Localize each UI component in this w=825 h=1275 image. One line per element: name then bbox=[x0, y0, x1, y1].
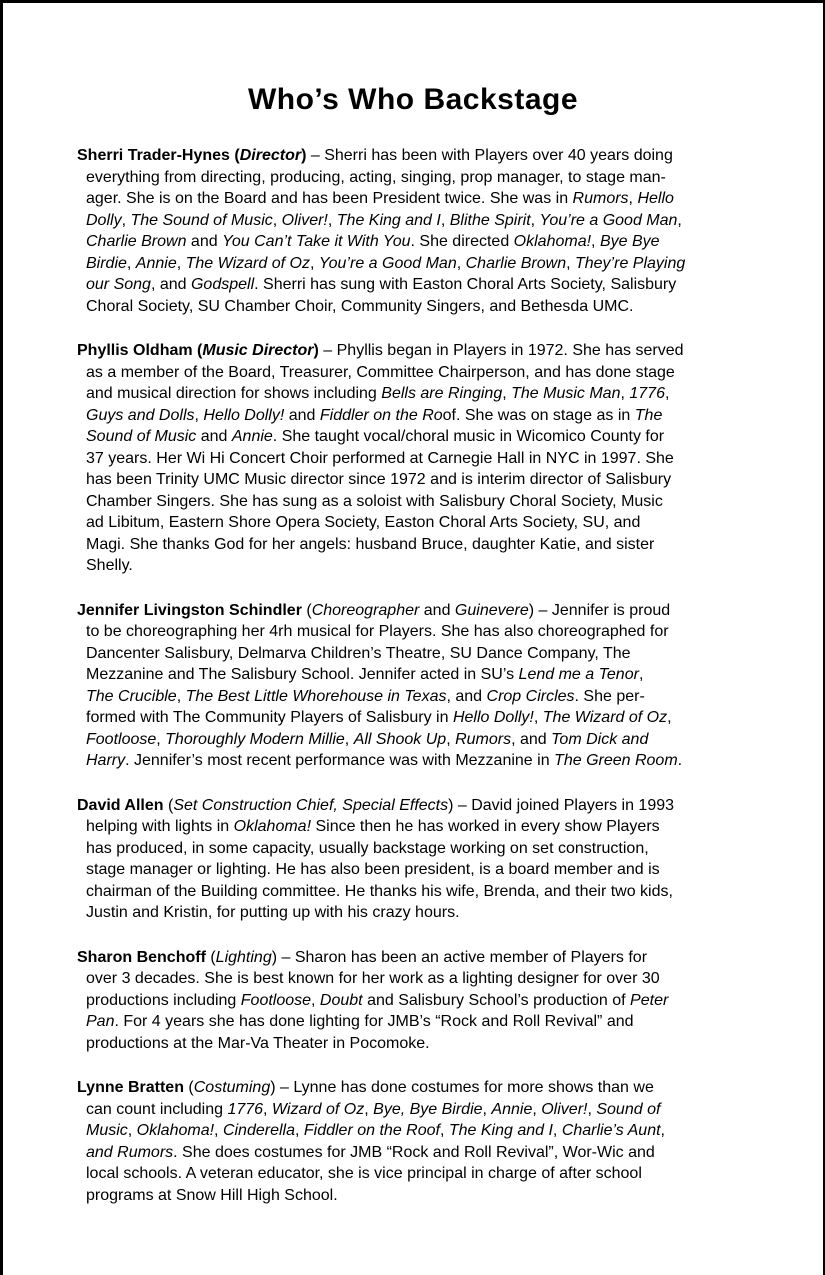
bio-line bbox=[77, 426, 785, 448]
text-segment: ) bbox=[313, 342, 319, 359]
text-segment: , bbox=[440, 211, 450, 229]
text-segment: of. She was on stage as in bbox=[442, 406, 635, 424]
text-segment: Phyllis Oldham ( bbox=[77, 342, 203, 359]
text-segment: Oklahoma! bbox=[233, 818, 312, 835]
bio-line bbox=[77, 188, 785, 210]
text-segment: Bye Bye bbox=[599, 233, 660, 250]
text-segment: , bbox=[667, 709, 672, 726]
bio-line bbox=[77, 512, 785, 534]
text-segment: Oliver! bbox=[541, 1100, 588, 1118]
text-segment: Justin and Kristin, for putting up with his crazy hours. bbox=[86, 904, 460, 921]
text-segment: helping with lights in bbox=[86, 818, 234, 835]
text-segment: Sound of bbox=[596, 1100, 661, 1118]
bio-line bbox=[77, 1099, 785, 1121]
text-segment: Mezzanine and The Salisbury School. Jennifer acted in SU’s bbox=[86, 666, 519, 683]
text-segment: Since then he has worked in every show Players bbox=[311, 818, 660, 835]
text-segment: Footloose bbox=[86, 730, 157, 748]
bio-line-name bbox=[77, 1077, 785, 1099]
bio-line bbox=[77, 664, 785, 686]
text-segment: Bells are Ringing bbox=[381, 385, 503, 402]
bio-paragraph bbox=[77, 340, 785, 577]
text-segment: and musical direction for shows including bbox=[86, 385, 382, 402]
text-segment: , bbox=[677, 211, 682, 229]
bio-line bbox=[77, 1163, 785, 1185]
text-segment: , bbox=[439, 1122, 449, 1139]
text-segment: Choral Society, SU Chamber Choir, Community Singers, and Bethesda UMC. bbox=[86, 297, 634, 315]
text-segment: David Allen bbox=[77, 796, 168, 814]
text-segment: Music bbox=[86, 1122, 128, 1139]
text-segment: 1776 bbox=[227, 1100, 264, 1118]
bio-line bbox=[77, 210, 785, 232]
text-segment: You’re a Good Man bbox=[318, 254, 457, 272]
text-segment: Godspell bbox=[190, 276, 255, 293]
text-segment: Guys and Dolls bbox=[86, 406, 195, 424]
text-segment: You’re a Good Man bbox=[539, 211, 678, 229]
text-segment: ager. She is on the Board and has been President twice. She was in bbox=[86, 190, 573, 207]
bio-paragraph bbox=[77, 947, 785, 1055]
text-segment: , bbox=[532, 1100, 542, 1118]
text-segment: Jennifer Livingston Schindler bbox=[77, 601, 307, 619]
text-segment: , bbox=[194, 406, 204, 424]
bio-line-name bbox=[77, 600, 785, 622]
text-segment: Fiddler on the Roof bbox=[303, 1122, 440, 1139]
text-segment: and Rumors bbox=[86, 1143, 174, 1161]
text-segment: Fiddler on the Ro bbox=[319, 406, 443, 424]
text-segment: – Phyllis began in Players in 1972. She has served bbox=[318, 342, 684, 359]
text-segment: Oliver! bbox=[281, 211, 328, 229]
bio-line bbox=[77, 469, 785, 491]
bio-line bbox=[77, 167, 785, 189]
bio-line bbox=[77, 1185, 785, 1207]
bio-line bbox=[77, 707, 785, 729]
text-segment: The Best Little Whorehouse in Texas bbox=[185, 687, 447, 705]
text-segment: ) – David joined Players in 1993 bbox=[448, 796, 675, 814]
text-segment: The Sound of Music bbox=[130, 211, 273, 229]
bio-line bbox=[77, 1142, 785, 1164]
text-segment: Lynne Bratten bbox=[77, 1079, 189, 1096]
text-segment: . She taught vocal/choral music in Wicomico County for bbox=[272, 428, 665, 445]
bio-line bbox=[77, 816, 785, 838]
text-segment: The Music Man bbox=[511, 385, 621, 402]
text-segment: Oklahoma! bbox=[136, 1122, 215, 1139]
text-segment: The Crucible bbox=[86, 687, 177, 705]
text-segment: , and bbox=[446, 687, 487, 705]
text-segment: , bbox=[664, 385, 670, 402]
text-segment: to be choreographing her 4rh musical for Players. She has also choreographed for bbox=[86, 623, 669, 640]
text-segment: . For 4 years she has done lighting for JMB’s “Rock and Roll Revival” and bbox=[114, 1013, 634, 1030]
text-segment: Thoroughly Modern Millie bbox=[165, 730, 345, 748]
text-segment: Dolly bbox=[86, 211, 122, 229]
text-segment: everything from directing, producing, acting, singing, prop manager, to stage man- bbox=[86, 168, 666, 186]
text-segment: , bbox=[456, 254, 466, 272]
text-segment: can count including bbox=[86, 1100, 228, 1118]
text-segment: , bbox=[502, 385, 512, 402]
bio-line bbox=[77, 729, 785, 751]
bio-line bbox=[77, 1033, 785, 1055]
text-segment: , bbox=[309, 254, 319, 272]
text-segment: Guinevere bbox=[454, 601, 529, 619]
text-segment: Hello bbox=[637, 190, 674, 207]
text-segment: ) – Jennifer is proud bbox=[528, 601, 671, 619]
text-segment: Wizard of Oz bbox=[271, 1100, 365, 1118]
text-segment: ( bbox=[306, 601, 312, 619]
text-segment: , bbox=[176, 687, 186, 705]
bio-line bbox=[77, 1011, 785, 1033]
text-segment: . She directed bbox=[410, 233, 514, 250]
text-segment: , bbox=[628, 190, 638, 207]
text-segment: , bbox=[214, 1122, 223, 1139]
text-segment: 1776 bbox=[629, 385, 665, 402]
text-segment: , bbox=[364, 1100, 374, 1118]
text-segment: They’re Playing bbox=[574, 254, 686, 272]
text-segment: ( bbox=[188, 1079, 194, 1096]
text-segment: ( bbox=[210, 948, 216, 966]
text-segment: , bbox=[126, 254, 136, 272]
text-segment: ) – Lynne has done costumes for more shows than we bbox=[270, 1079, 654, 1096]
text-segment: . She does costumes for JMB “Rock and Roll Revival”, Wor-Wic and bbox=[173, 1143, 655, 1161]
text-segment: , bbox=[660, 1122, 665, 1139]
text-segment: , bbox=[533, 709, 543, 726]
bio-line bbox=[77, 274, 785, 296]
bio-line bbox=[77, 362, 785, 384]
text-segment: ad Libitum, Eastern Shore Opera Society, Easton Choral Arts Society, SU, and bbox=[86, 514, 641, 531]
text-segment: has produced, in some capacity, usually backstage working on set construction, bbox=[86, 839, 649, 857]
text-segment: programs at Snow Hill High School. bbox=[86, 1186, 338, 1204]
bio-line bbox=[77, 534, 785, 556]
text-segment: Sherri Trader-Hynes ( bbox=[77, 147, 240, 164]
bio-paragraph bbox=[77, 1077, 785, 1206]
text-segment: ( bbox=[167, 796, 174, 814]
text-segment: Magi. She thanks God for her angels: husband Bruce, daughter Katie, and sister bbox=[86, 535, 655, 553]
text-segment: and bbox=[196, 428, 232, 445]
text-segment: , bbox=[294, 1122, 304, 1139]
text-segment: Sound of Music bbox=[86, 428, 197, 445]
text-segment: Blithe Spirit bbox=[449, 211, 531, 229]
text-segment: The Wizard of Oz bbox=[185, 254, 310, 272]
text-segment: , bbox=[344, 730, 354, 748]
text-segment: The bbox=[634, 406, 663, 424]
bio-line bbox=[77, 405, 785, 427]
text-segment: Charlie Brown bbox=[86, 233, 187, 250]
text-segment: Annie bbox=[231, 428, 273, 445]
text-segment: Director bbox=[239, 147, 302, 164]
text-segment: and bbox=[419, 601, 455, 619]
text-segment: The King and I bbox=[448, 1122, 553, 1139]
text-segment: Costuming bbox=[193, 1079, 271, 1096]
text-segment: our Song bbox=[86, 276, 151, 293]
bio-line bbox=[77, 621, 785, 643]
bio-line bbox=[77, 383, 785, 405]
text-segment: over 3 decades. She is best known for her work as a lighting designer for over 30 bbox=[86, 970, 660, 987]
bio-line bbox=[77, 231, 785, 253]
bio-line bbox=[77, 491, 785, 513]
text-segment: The Green Room bbox=[554, 752, 678, 769]
bio-line bbox=[77, 643, 785, 665]
text-segment: – Sherri has been with Players over 40 years doing bbox=[306, 147, 673, 164]
bio-line bbox=[77, 448, 785, 470]
text-segment: Hello Dolly! bbox=[203, 406, 285, 424]
text-segment: 37 years. Her Wi Hi Concert Choir performed at Carnegie Hall in NYC in 1997. She bbox=[86, 449, 674, 467]
text-segment: , bbox=[638, 666, 644, 683]
text-segment: chairman of the Building committee. He thanks his wife, Brenda, and their two kids, bbox=[86, 882, 673, 900]
text-segment: ) bbox=[301, 147, 307, 164]
text-segment: and bbox=[284, 406, 320, 424]
text-segment: , bbox=[311, 991, 320, 1009]
bio-line bbox=[77, 1120, 785, 1142]
bio-paragraph bbox=[77, 600, 785, 772]
text-segment: Dancenter Salisbury, Delmarva Children’s Theatre, SU Dance Company, The bbox=[86, 644, 631, 662]
text-segment: Oklahoma! bbox=[513, 233, 592, 250]
bio-line bbox=[77, 859, 785, 881]
text-segment: You Can’t Take it With You bbox=[222, 233, 411, 250]
text-segment: . Sherri has sung with Easton Choral Arts Society, Salisbury bbox=[254, 276, 677, 293]
bio-line bbox=[77, 990, 785, 1012]
text-segment: Pan bbox=[86, 1013, 115, 1030]
text-segment: , bbox=[156, 730, 166, 748]
text-segment: formed with The Community Players of Salisbury in bbox=[86, 709, 453, 726]
text-segment: , bbox=[127, 1122, 137, 1139]
text-segment: has been Trinity UMC Music director since 1972 and is interim director of Salisbury bbox=[86, 471, 672, 488]
text-segment: Birdie bbox=[86, 254, 127, 272]
text-segment: , bbox=[530, 211, 540, 229]
text-segment: All Shook Up bbox=[353, 730, 447, 748]
text-segment: . bbox=[677, 752, 683, 769]
text-segment: Lend me a Tenor bbox=[518, 666, 639, 683]
text-segment: Harry bbox=[86, 752, 126, 769]
text-segment: Bye, Bye Birdie bbox=[373, 1100, 483, 1118]
text-segment: productions including bbox=[86, 991, 241, 1009]
text-segment: Rumors bbox=[455, 730, 512, 748]
bio-line bbox=[77, 838, 785, 860]
bio-line bbox=[77, 968, 785, 990]
text-segment: , bbox=[620, 385, 630, 402]
text-segment: stage manager or lighting. He has also been president, is a board member and is bbox=[86, 861, 660, 878]
text-segment: , bbox=[591, 233, 600, 250]
text-segment: Music Director bbox=[202, 342, 314, 359]
text-segment: Shelly. bbox=[86, 557, 133, 574]
bio-paragraph bbox=[77, 795, 785, 924]
bio-line bbox=[77, 881, 785, 903]
bio-line bbox=[77, 750, 785, 772]
bio-line bbox=[77, 902, 785, 924]
text-segment: , and bbox=[511, 730, 552, 748]
text-segment: , bbox=[482, 1100, 492, 1118]
bio-line bbox=[77, 253, 785, 275]
text-segment: Lighting bbox=[215, 948, 272, 966]
text-segment: and bbox=[186, 233, 223, 250]
text-segment: Choreographer bbox=[311, 601, 420, 619]
text-segment: Peter bbox=[630, 991, 669, 1009]
text-segment: , bbox=[263, 1100, 272, 1118]
text-segment: , bbox=[272, 211, 282, 229]
text-segment: . She per- bbox=[574, 687, 645, 705]
text-segment: . Jennifer’s most recent performance was with Mezzanine in bbox=[125, 752, 555, 769]
bio-line-name bbox=[77, 795, 785, 817]
text-segment: Set Construction Chief, Special Effects bbox=[173, 796, 449, 814]
text-segment: Footloose bbox=[240, 991, 312, 1009]
text-segment: Sharon Benchoff bbox=[77, 948, 211, 966]
text-segment: , bbox=[176, 254, 186, 272]
page-title: Who’s Who Backstage bbox=[247, 83, 579, 116]
text-segment: , bbox=[552, 1122, 562, 1139]
text-segment: Hello Dolly! bbox=[452, 709, 534, 726]
bio-line bbox=[77, 296, 785, 318]
text-segment: Charlie’s Aunt bbox=[561, 1122, 661, 1139]
text-segment: Cinderella bbox=[222, 1122, 295, 1139]
bios-container bbox=[3, 145, 823, 1206]
text-segment: The King and I bbox=[336, 211, 441, 229]
text-segment: , and bbox=[150, 276, 191, 293]
text-segment: Annie bbox=[135, 254, 177, 272]
bio-line-name bbox=[77, 947, 785, 969]
bio-paragraph bbox=[77, 145, 785, 317]
text-segment: ) – Sharon has been an active member of Players for bbox=[271, 948, 648, 966]
bio-line-name bbox=[77, 340, 785, 362]
text-segment: , bbox=[446, 730, 456, 748]
text-segment: , bbox=[121, 211, 131, 229]
text-segment: local schools. A veteran educator, she is vice principal in charge of after school bbox=[86, 1165, 642, 1182]
bio-line-name bbox=[77, 145, 785, 167]
text-segment: , bbox=[566, 254, 575, 272]
text-segment: Charlie Brown bbox=[465, 254, 567, 272]
bio-line bbox=[77, 686, 785, 708]
bio-line bbox=[77, 555, 785, 577]
text-segment: and Salisbury School’s production of bbox=[362, 991, 631, 1009]
text-segment: Rumors bbox=[572, 190, 629, 207]
text-segment: Annie bbox=[491, 1100, 533, 1118]
text-segment: Crop Circles bbox=[486, 687, 575, 705]
text-segment: as a member of the Board, Treasurer, Committee Chairperson, and has done stage bbox=[86, 363, 675, 381]
text-segment: , bbox=[327, 211, 337, 229]
text-segment: productions at the Mar-Va Theater in Pocomoke. bbox=[86, 1034, 430, 1052]
text-segment: The Wizard of Oz bbox=[542, 709, 668, 726]
text-segment: Doubt bbox=[319, 991, 363, 1009]
text-segment: Chamber Singers. She has sung as a soloist with Salisbury Choral Society, Music bbox=[86, 492, 663, 510]
text-segment: , bbox=[587, 1100, 597, 1118]
text-segment: Tom Dick and bbox=[551, 730, 649, 748]
